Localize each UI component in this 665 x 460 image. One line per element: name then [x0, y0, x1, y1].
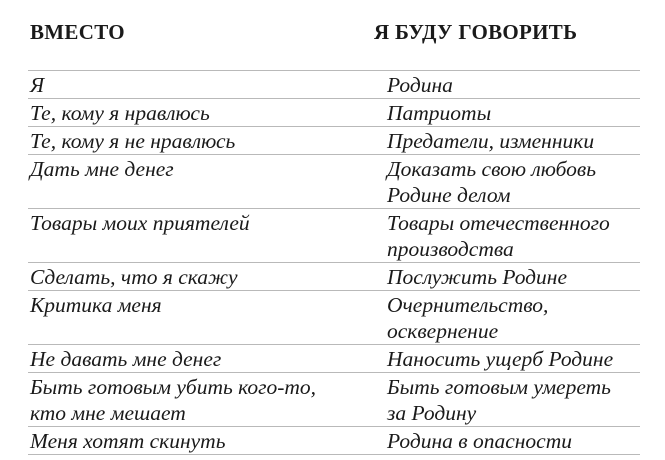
table-row: [28, 291, 640, 345]
table-row: [28, 155, 640, 209]
instead-phrase: Те, кому я нравлюсь: [30, 101, 210, 125]
table-row: [28, 127, 640, 155]
table-row: [28, 373, 640, 427]
header-i-will-say: Я БУДУ ГОВОРИТЬ: [374, 20, 578, 44]
table-row: [28, 71, 640, 99]
replacement-phrase: Наносить ущерб Родине: [387, 347, 614, 371]
instead-phrase: Сделать, что я скажу: [30, 265, 238, 289]
replacement-phrase: Доказать свою любовь Родине делом: [387, 157, 597, 207]
replacement-phrase: Очернительство, осквернение: [387, 293, 549, 343]
instead-phrase: Те, кому я не нравлюсь: [30, 129, 236, 153]
instead-phrase: Быть готовым убить кого-то, кто мне мешает: [30, 375, 317, 425]
replacement-phrase: Родина в опасности: [387, 429, 572, 453]
header-instead: ВМЕСТО: [30, 20, 125, 44]
table-row: [28, 345, 640, 373]
instead-phrase: Дать мне денег: [30, 157, 174, 181]
table-header: [0, 20, 665, 48]
replacement-phrase: Патриоты: [387, 101, 492, 125]
instead-phrase: Товары моих приятелей: [30, 211, 250, 235]
table-row: [28, 99, 640, 127]
phrase-table: [28, 70, 640, 455]
table-row: [28, 427, 640, 455]
table-row: [28, 263, 640, 291]
instead-phrase: Я: [30, 73, 45, 97]
instead-phrase: Критика меня: [30, 293, 162, 317]
replacement-phrase: Послужить Родине: [387, 265, 568, 289]
instead-phrase: Не давать мне денег: [30, 347, 222, 371]
instead-phrase: Меня хотят скинуть: [30, 429, 226, 453]
replacement-phrase: Товары отечественного производства: [387, 211, 610, 261]
table-row: [28, 209, 640, 263]
replacement-phrase: Родина: [387, 73, 453, 97]
replacement-phrase: Быть готовым умереть за Родину: [387, 375, 611, 425]
replacement-phrase: Предатели, изменники: [387, 129, 595, 153]
